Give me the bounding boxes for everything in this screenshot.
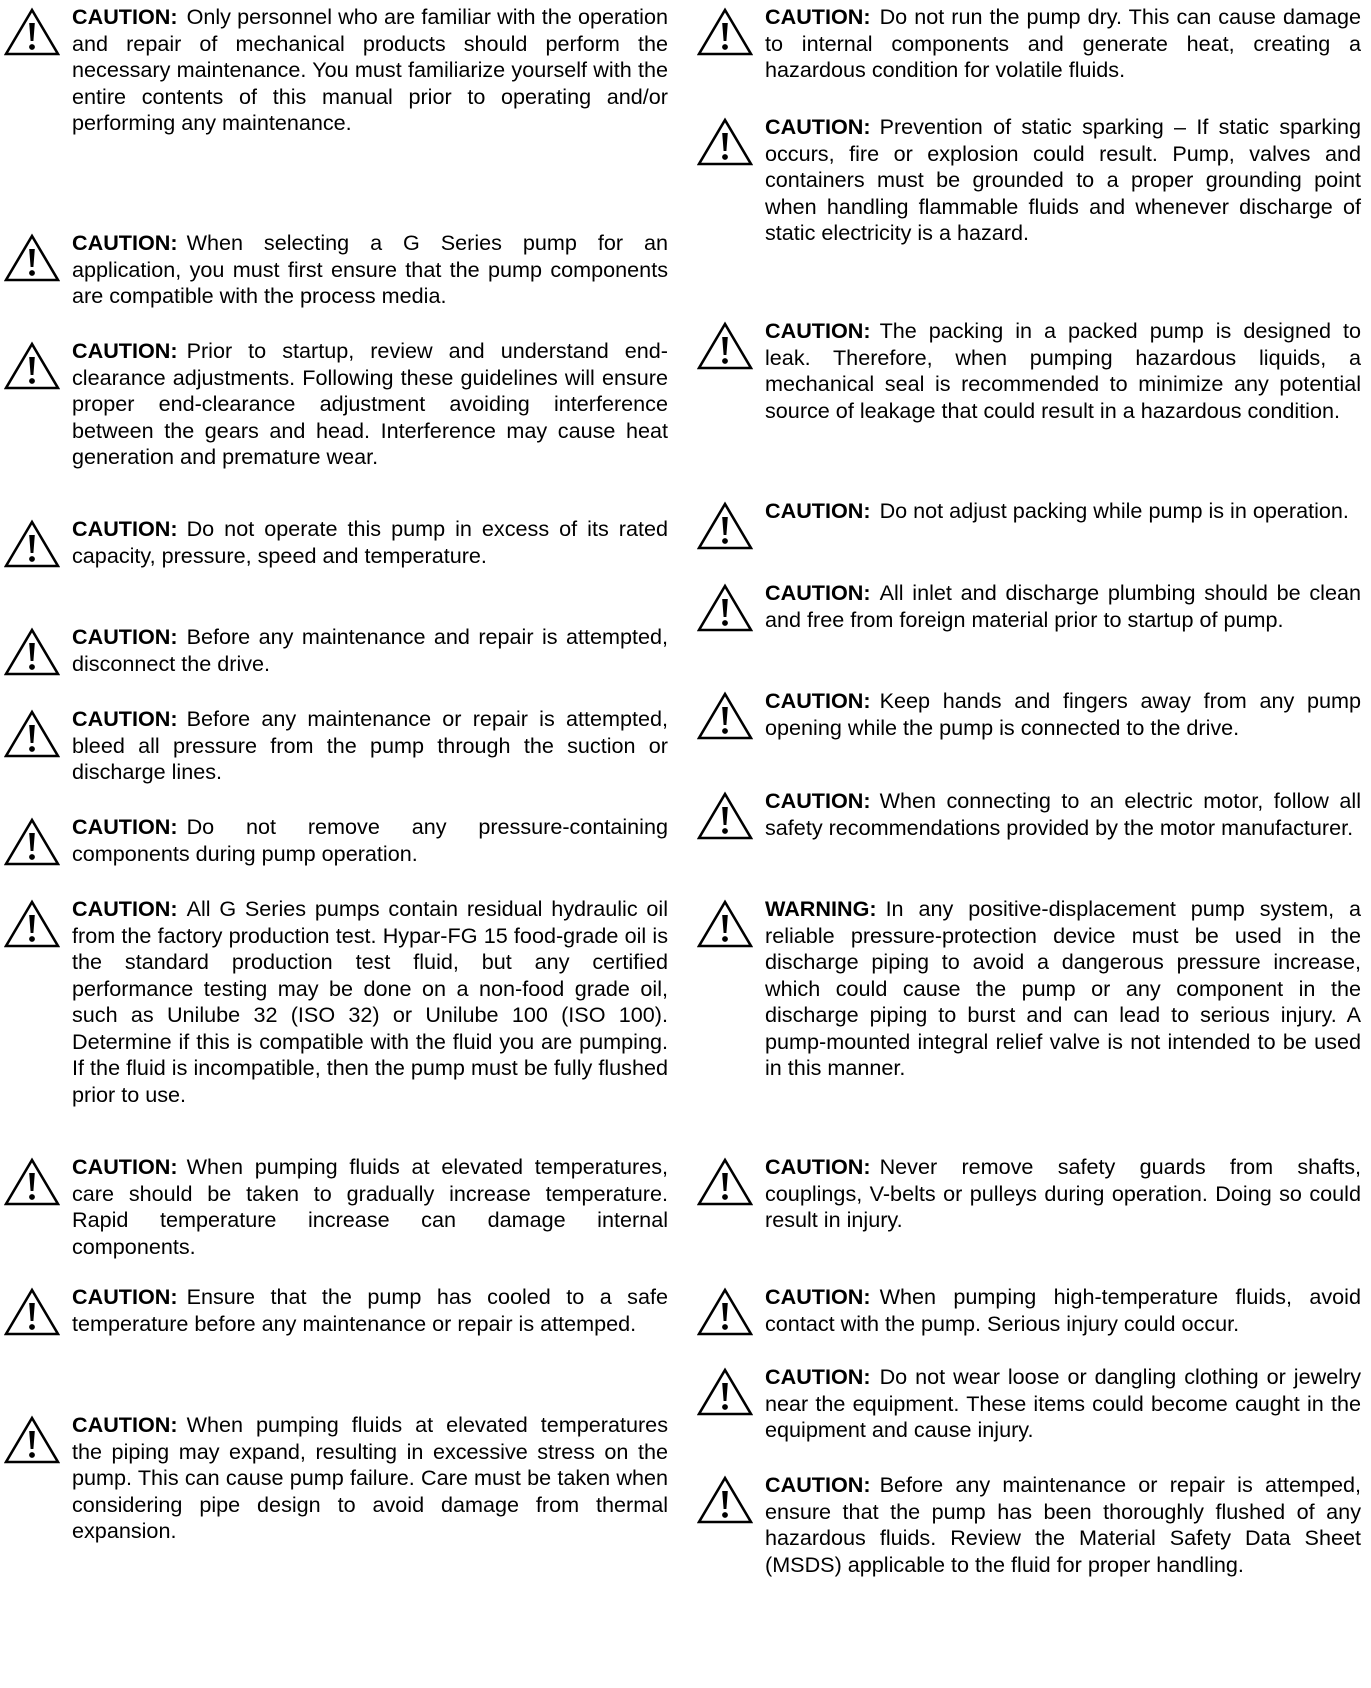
notice-text: All G Series pumps contain residual hydraulic oil from the factory production test. Hypar-FG 15 food-grade oil is the standard production test fluid, but any certified performance testing may be done on a non-food grade oil, such as Unilube 32 (ISO 32) or Unilube 100 (ISO 100). Determine if this is compatible with the fluid you are pumping. If the fluid is incompatible, then the pump must be fully flushed prior to use. — [72, 896, 668, 1107]
notice-text: When pumping fluids at elevated temperatures, care should be taken to gradually increase temperature. Rapid temperature increase can damage internal components. — [72, 1154, 668, 1259]
notice-text: Keep hands and fingers away from any pump opening while the pump is connected to the drive. — [765, 688, 1361, 740]
notice-label: CAUTION: — [765, 1154, 871, 1179]
caution-notice — [4, 1154, 668, 1260]
warning-triangle-icon — [4, 1157, 60, 1207]
notice-body — [765, 896, 1361, 1082]
caution-notice — [697, 318, 1361, 424]
notice-label: CAUTION: — [72, 814, 178, 839]
notice-label: CAUTION: — [72, 1154, 178, 1179]
warning-triangle-icon — [697, 583, 753, 633]
caution-notice — [697, 4, 1361, 84]
notice-label: CAUTION: — [72, 230, 178, 255]
warning-triangle-icon — [697, 501, 753, 551]
warning-triangle-icon — [4, 899, 60, 949]
notice-body — [765, 498, 1361, 525]
notice-text: When selecting a G Series pump for an application, you must first ensure that the pump components are compatible with the process media. — [72, 230, 668, 308]
caution-notice — [4, 1412, 668, 1545]
notice-body — [72, 624, 668, 677]
notice-label: CAUTION: — [72, 624, 178, 649]
warning-triangle-icon — [697, 1157, 753, 1207]
caution-notice — [697, 1364, 1361, 1444]
notice-label: CAUTION: — [72, 4, 178, 29]
notice-text: When pumping high-temperature fluids, avoid contact with the pump. Serious injury could occur. — [765, 1284, 1361, 1336]
warning-triangle-icon — [697, 1287, 753, 1337]
notice-text: Do not operate this pump in excess of its rated capacity, pressure, speed and temperature. — [72, 516, 668, 568]
caution-notice — [4, 1284, 668, 1337]
notice-text: The packing in a packed pump is designed to leak. Therefore, when pumping hazardous liquids, a mechanical seal is recommended to minimize any potential source of leakage that could result in a hazardous condition. — [765, 318, 1361, 423]
notice-body — [72, 1412, 668, 1545]
caution-notice — [4, 338, 668, 471]
notice-label: CAUTION: — [72, 1284, 178, 1309]
notice-label: CAUTION: — [765, 498, 871, 523]
notice-text: Do not remove any pressure-containing components during pump operation. — [72, 814, 668, 866]
notice-label: CAUTION: — [72, 896, 178, 921]
notice-label: CAUTION: — [765, 4, 871, 29]
notice-label: CAUTION: — [765, 1472, 871, 1497]
notice-text: Never remove safety guards from shafts, couplings, V-belts or pulleys during operation. Doing so could result in injury. — [765, 1154, 1361, 1232]
warning-triangle-icon — [697, 899, 753, 949]
notice-label: CAUTION: — [765, 1284, 871, 1309]
notice-label: CAUTION: — [765, 788, 871, 813]
notice-body — [765, 580, 1361, 633]
caution-notice — [697, 580, 1361, 633]
warning-triangle-icon — [4, 7, 60, 57]
notice-label: CAUTION: — [72, 706, 178, 731]
notice-label: CAUTION: — [765, 1364, 871, 1389]
warning-triangle-icon — [4, 341, 60, 391]
notice-text: Before any maintenance and repair is attempted, disconnect the drive. — [72, 624, 668, 676]
notice-text: When connecting to an electric motor, follow all safety recommendations provided by the motor manufacturer. — [765, 788, 1361, 840]
warning-triangle-icon — [4, 627, 60, 677]
notice-body — [72, 1154, 668, 1260]
caution-notice — [697, 688, 1361, 741]
notice-body — [765, 1472, 1361, 1578]
caution-notice — [4, 4, 668, 137]
notice-body — [765, 1364, 1361, 1444]
notice-label: CAUTION: — [765, 580, 871, 605]
caution-notice — [4, 516, 668, 569]
caution-notice — [697, 114, 1361, 247]
notice-body — [72, 814, 668, 867]
warning-notice — [697, 896, 1361, 1082]
notice-body — [72, 706, 668, 786]
notice-body — [72, 896, 668, 1108]
warning-triangle-icon — [697, 1367, 753, 1417]
notice-label: CAUTION: — [765, 114, 871, 139]
notice-body — [72, 338, 668, 471]
warning-triangle-icon — [4, 709, 60, 759]
warning-triangle-icon — [4, 817, 60, 867]
caution-notice — [697, 1284, 1361, 1337]
notice-text: Do not run the pump dry. This can cause damage to internal components and generate heat, creating a hazardous condition for volatile fluids. — [765, 4, 1361, 82]
caution-notice — [4, 706, 668, 786]
warning-triangle-icon — [697, 691, 753, 741]
notice-body — [765, 688, 1361, 741]
caution-notice — [4, 814, 668, 867]
caution-notice — [4, 896, 668, 1108]
notice-text: Do not wear loose or dangling clothing or jewelry near the equipment. These items could become caught in the equipment and cause injury. — [765, 1364, 1361, 1442]
warning-triangle-icon — [697, 791, 753, 841]
notice-text: Only personnel who are familiar with the operation and repair of mechanical products should perform the necessary maintenance. You must familiarize yourself with the entire contents of this manual prior to operating and/or performing any maintenance. — [72, 4, 668, 135]
caution-notice — [697, 1154, 1361, 1234]
notice-text: Prior to startup, review and understand end-clearance adjustments. Following these guidelines will ensure proper end-clearance adjustment avoiding interference between the gears and head. Interference may cause heat generation and premature wear. — [72, 338, 668, 469]
notice-body — [765, 114, 1361, 247]
caution-notice — [697, 498, 1361, 525]
notice-label: CAUTION: — [72, 516, 178, 541]
notice-text: Before any maintenance or repair is attemped, ensure that the pump has been thoroughly flushed of any hazardous fluids. Review the Material Safety Data Sheet (MSDS) applicable to the fluid for proper handling. — [765, 1472, 1361, 1577]
notice-body — [765, 1154, 1361, 1234]
caution-notice — [4, 624, 668, 677]
notice-text: Prevention of static sparking – If static sparking occurs, fire or explosion could result. Pump, valves and containers must be grounded to a proper grounding point when handling flammable fluids and whenever discharge of static electricity is a hazard. — [765, 114, 1361, 245]
notice-text: When pumping fluids at elevated temperatures the piping may expand, resulting in excessive stress on the pump. This can cause pump failure. Care must be taken when considering pipe design to avoid damage from thermal expansion. — [72, 1412, 668, 1543]
notice-text: Before any maintenance or repair is attempted, bleed all pressure from the pump through the suction or discharge lines. — [72, 706, 668, 784]
notice-body — [72, 4, 668, 137]
warning-triangle-icon — [4, 519, 60, 569]
warning-triangle-icon — [697, 7, 753, 57]
warning-triangle-icon — [4, 1415, 60, 1465]
notice-text: Ensure that the pump has cooled to a safe temperature before any maintenance or repair is attemped. — [72, 1284, 668, 1336]
notice-label: WARNING: — [765, 896, 877, 921]
warning-triangle-icon — [697, 117, 753, 167]
notice-text: Do not adjust packing while pump is in operation. — [879, 498, 1349, 523]
notice-body — [765, 4, 1361, 84]
notice-body — [765, 788, 1361, 841]
notice-body — [72, 230, 668, 310]
warning-triangle-icon — [697, 321, 753, 371]
notice-text: All inlet and discharge plumbing should be clean and free from foreign material prior to startup of pump. — [765, 580, 1361, 632]
caution-notice — [4, 230, 668, 310]
notice-label: CAUTION: — [765, 318, 871, 343]
caution-notice — [697, 1472, 1361, 1578]
notice-label: CAUTION: — [765, 688, 871, 713]
notice-body — [72, 516, 668, 569]
warning-triangle-icon — [4, 233, 60, 283]
notice-body — [72, 1284, 668, 1337]
notice-body — [765, 318, 1361, 424]
caution-notice — [697, 788, 1361, 841]
notice-label: CAUTION: — [72, 1412, 178, 1437]
notice-body — [765, 1284, 1361, 1337]
warning-triangle-icon — [697, 1475, 753, 1525]
notice-text: In any positive-displacement pump system, a reliable pressure-protection device must be used in the discharge piping to avoid a dangerous pressure increase, which could cause the pump or any component in the discharge piping to burst and can lead to serious injury. A pump-mounted integral relief valve is not intended to be used in this manner. — [765, 896, 1361, 1080]
warning-triangle-icon — [4, 1287, 60, 1337]
notice-label: CAUTION: — [72, 338, 178, 363]
